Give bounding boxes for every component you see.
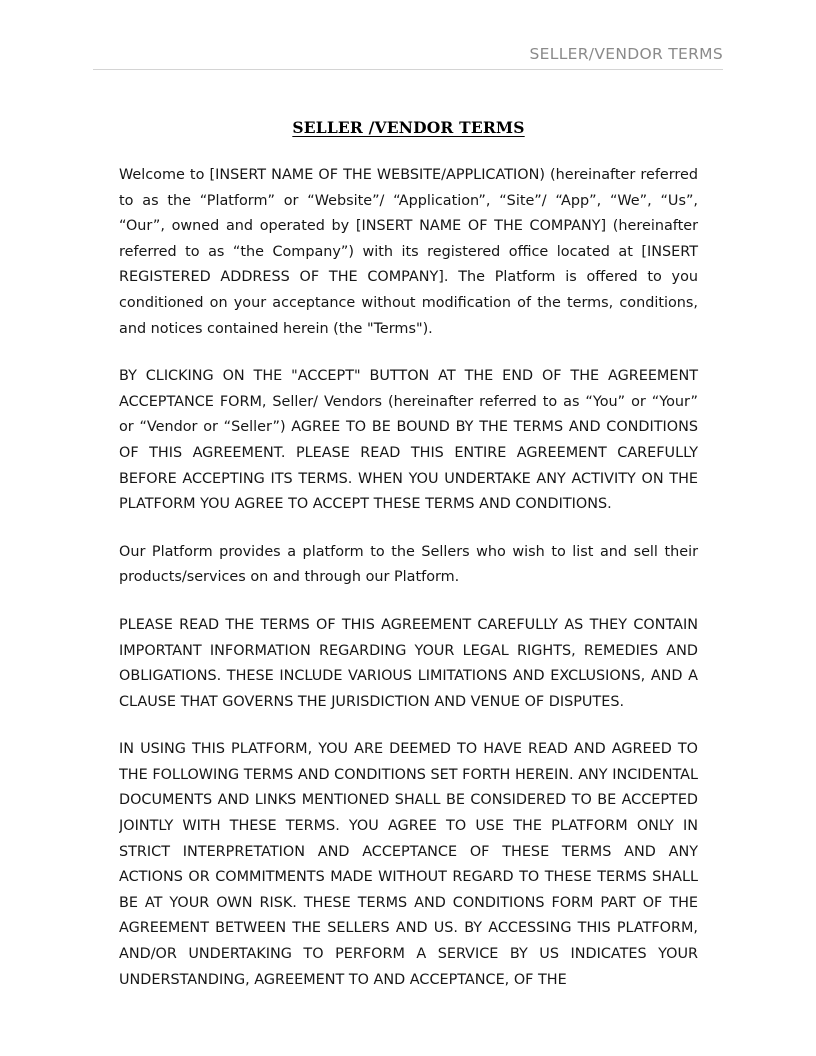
body-paragraph: PLEASE READ THE TERMS OF THIS AGREEMENT CAREFULLY AS THEY CONTAIN IMPORTANT INFORMATION REGARDING YOUR LEGAL RIGHTS, REMEDIES AND OBLIGATIONS. THESE INCLUDE VARIOUS LIMITATIONS AND EXCLUSIONS, AND A CLAUSE THAT GOVERNS THE JURISDICTION AND VENUE OF DISPUTES. bbox=[119, 616, 698, 710]
body-paragraph: IN USING THIS PLATFORM, YOU ARE DEEMED TO HAVE READ AND AGREED TO THE FOLLOWING TERMS AND CONDITIONS SET FORTH HEREIN. ANY INCIDENTAL DOCUMENTS AND LINKS MENTIONED SHALL BE CONSIDERED TO BE ACCEPTED JOINTLY WITH THESE TERMS. YOU AGREE TO USE THE PLATFORM ONLY IN STRICT INTERPRETATION AND ACCEPTANCE OF THESE TERMS AND ANY ACTIONS OR COMMITMENTS MADE WITHOUT REGARD TO THESE TERMS SHALL BE AT YOUR OWN RISK. THESE TERMS AND CONDITIONS FORM PART OF THE AGREEMENT BETWEEN THE SELLERS AND US. BY ACCESSING THIS PLATFORM, AND/OR UNDERTAKING TO PERFORM A SERVICE BY US INDICATES YOUR UNDERSTANDING, AGREEMENT TO AND ACCEPTANCE, OF THE bbox=[119, 741, 698, 988]
body-paragraph: Our Platform provides a platform to the Sellers who wish to list and sell their products/services on and through our Platform. bbox=[119, 543, 698, 586]
body-paragraph: Welcome to [INSERT NAME OF THE WEBSITE/APPLICATION) (hereinafter referred to as the “Platform” or “Website”/ “Application”, “Site”/ “App”, “We”, “Us”, “Our”, owned and operated by [INSERT NAME OF THE COMPANY] (hereinafter referred to as “the Company”) with its registered office located at [INSERT REGISTERED ADDRESS OF THE COMPANY]. The Platform is offered to you conditioned on your acceptance without modification of the terms, conditions, and notices contained herein (the "Terms"). bbox=[119, 167, 698, 337]
running-header-title: SELLER/VENDOR TERMS bbox=[529, 45, 723, 63]
document-body bbox=[119, 118, 698, 987]
page-running-header bbox=[93, 44, 723, 70]
page-title: SELLER /VENDOR TERMS bbox=[292, 118, 525, 137]
body-paragraph: BY CLICKING ON THE "ACCEPT" BUTTON AT THE END OF THE AGREEMENT ACCEPTANCE FORM, Seller/ Vendors (hereinafter referred to as “You” or “Your” or “Vendor or “Seller”) AGREE TO BE BOUND BY THE TERMS AND CONDITIONS OF THIS AGREEMENT. PLEASE READ THIS ENTIRE AGREEMENT CAREFULLY BEFORE ACCEPTING ITS TERMS. WHEN YOU UNDERTAKE ANY ACTIVITY ON THE PLATFORM YOU AGREE TO ACCEPT THESE TERMS AND CONDITIONS. bbox=[119, 368, 698, 513]
